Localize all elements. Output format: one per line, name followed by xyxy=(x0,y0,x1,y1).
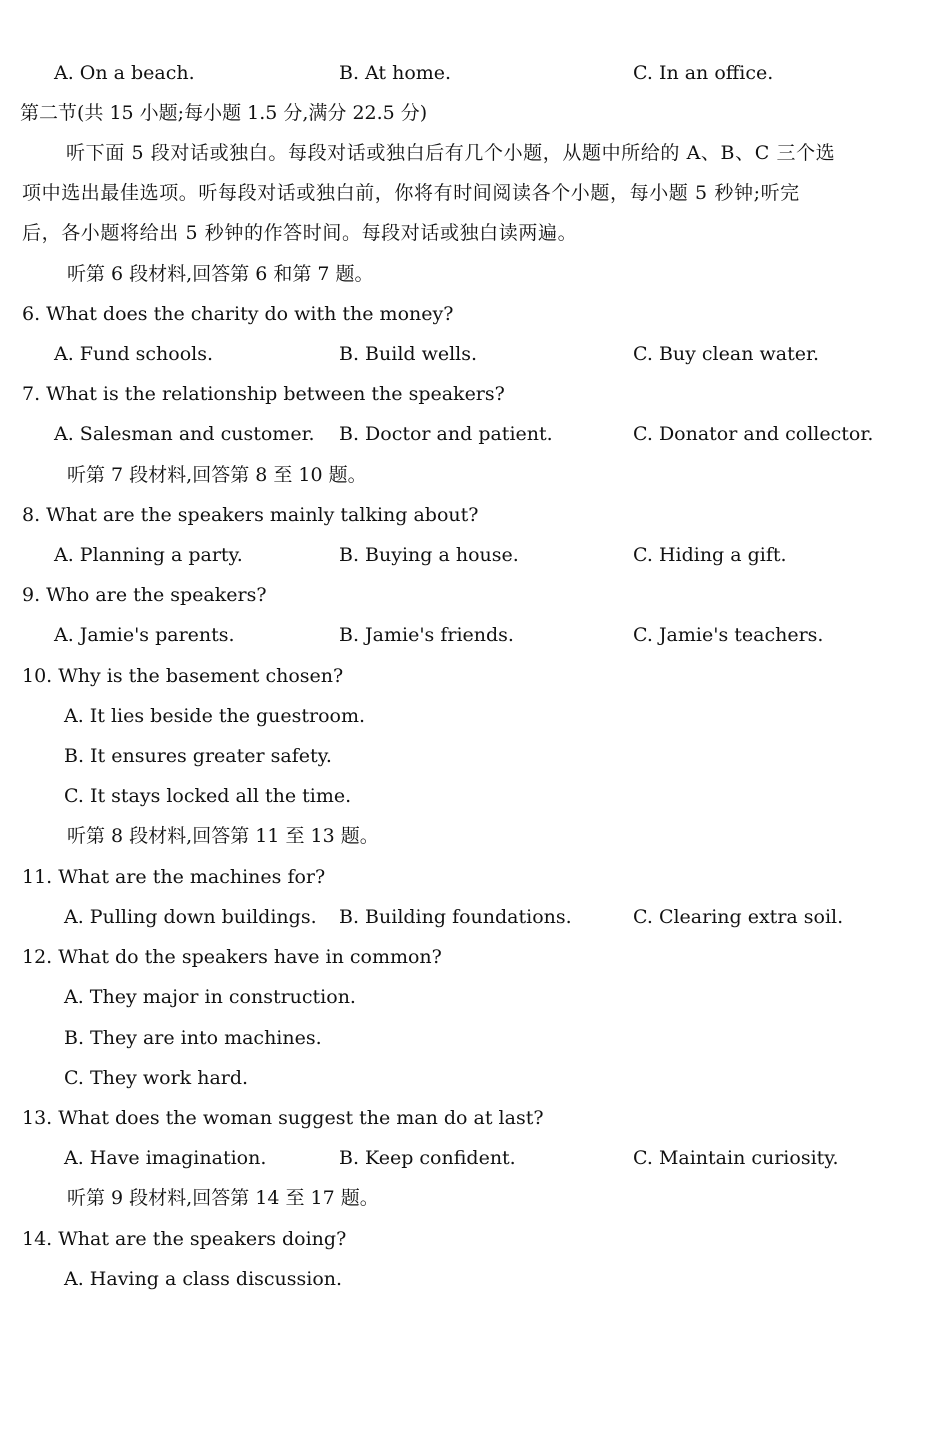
instructions-line-3: 后，各小题将给出 5 秒钟的作答时间。每段对话或独白读两遍。 xyxy=(22,222,578,244)
cue-material-7: 听第 7 段材料,回答第 8 至 10 题。 xyxy=(67,464,367,486)
q12-option-b[interactable]: B. They are into machines. xyxy=(64,1027,322,1049)
q6-option-b[interactable]: B. Build wells. xyxy=(339,343,478,365)
q12-option-c[interactable]: C. They work hard. xyxy=(64,1067,249,1089)
q7-option-a[interactable]: A. Salesman and customer. xyxy=(54,423,315,445)
section-heading: 第二节(共 15 小题;每小题 1.5 分,满分 22.5 分) xyxy=(20,102,428,124)
question-10: 10. Why is the basement chosen? xyxy=(22,665,344,687)
q6-option-a[interactable]: A. Fund schools. xyxy=(54,343,214,365)
q12-option-a[interactable]: A. They major in construction. xyxy=(64,986,356,1008)
question-13-options xyxy=(22,1144,928,1172)
q7-option-b[interactable]: B. Doctor and patient. xyxy=(339,423,553,445)
instructions-line-2: 项中选出最佳选项。听每段对话或独白前，你将有时间阅读各个小题，每小题 5 秒钟;听完 xyxy=(22,182,800,204)
instructions-line-1: 听下面 5 段对话或独白。每段对话或独白后有几个小题，从题中所给的 A、B、C 三个选 xyxy=(66,142,836,164)
question-8: 8. What are the speakers mainly talking about? xyxy=(22,504,479,526)
question-6: 6. What does the charity do with the money? xyxy=(22,303,454,325)
q11-option-b[interactable]: B. Building foundations. xyxy=(339,906,572,928)
cue-material-9: 听第 9 段材料,回答第 14 至 17 题。 xyxy=(67,1187,379,1209)
question-9-options xyxy=(22,621,928,649)
question-14: 14. What are the speakers doing? xyxy=(22,1228,347,1250)
q8-option-a[interactable]: A. Planning a party. xyxy=(54,544,243,566)
q5-option-c[interactable]: C. In an office. xyxy=(633,62,774,84)
q8-option-b[interactable]: B. Buying a house. xyxy=(339,544,519,566)
cue-material-8: 听第 8 段材料,回答第 11 至 13 题。 xyxy=(67,825,379,847)
q13-option-b[interactable]: B. Keep confident. xyxy=(339,1147,516,1169)
question-8-options xyxy=(22,541,928,569)
q7-option-c[interactable]: C. Donator and collector. xyxy=(633,423,874,445)
q14-option-a[interactable]: A. Having a class discussion. xyxy=(64,1268,343,1290)
q5-option-b[interactable]: B. At home. xyxy=(339,62,452,84)
question-11-options xyxy=(22,903,928,931)
question-7: 7. What is the relationship between the speakers? xyxy=(22,383,505,405)
q10-option-c[interactable]: C. It stays locked all the time. xyxy=(64,785,352,807)
q5-options xyxy=(22,59,928,87)
q5-option-a[interactable]: A. On a beach. xyxy=(54,62,195,84)
question-11: 11. What are the machines for? xyxy=(22,866,326,888)
question-13: 13. What does the woman suggest the man do at last? xyxy=(22,1107,544,1129)
q9-option-b[interactable]: B. Jamie's friends. xyxy=(339,624,514,646)
q13-option-a[interactable]: A. Have imagination. xyxy=(64,1147,267,1169)
question-6-options xyxy=(22,340,928,368)
q9-option-a[interactable]: A. Jamie's parents. xyxy=(54,624,235,646)
q10-option-a[interactable]: A. It lies beside the guestroom. xyxy=(64,705,366,727)
question-9: 9. Who are the speakers? xyxy=(22,584,267,606)
cue-material-6: 听第 6 段材料,回答第 6 和第 7 题。 xyxy=(67,263,374,285)
q11-option-c[interactable]: C. Clearing extra soil. xyxy=(633,906,844,928)
q9-option-c[interactable]: C. Jamie's teachers. xyxy=(633,624,824,646)
q10-option-b[interactable]: B. It ensures greater safety. xyxy=(64,745,332,767)
question-12: 12. What do the speakers have in common? xyxy=(22,946,442,968)
q8-option-c[interactable]: C. Hiding a gift. xyxy=(633,544,787,566)
q13-option-c[interactable]: C. Maintain curiosity. xyxy=(633,1147,839,1169)
q11-option-a[interactable]: A. Pulling down buildings. xyxy=(64,906,317,928)
question-7-options xyxy=(22,420,928,448)
q6-option-c[interactable]: C. Buy clean water. xyxy=(633,343,819,365)
